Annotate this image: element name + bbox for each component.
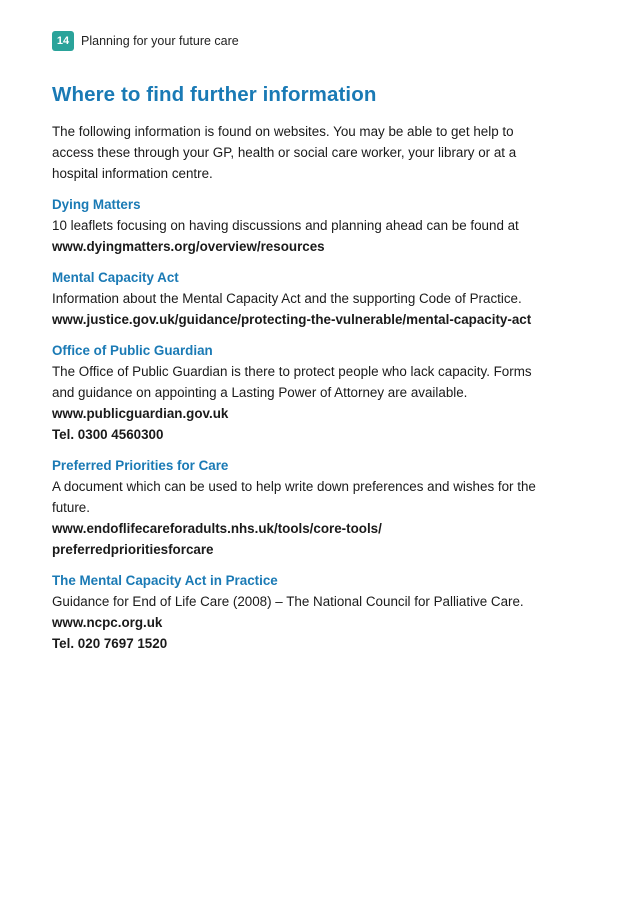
running-header-title: Planning for your future care	[81, 34, 239, 48]
resource-link[interactable]: www.dyingmatters.org/overview/resources	[52, 239, 325, 254]
resource-entry-office-of-public-guardian	[52, 340, 542, 445]
resource-description: Information about the Mental Capacity Act and the supporting Code of Practice.	[52, 291, 522, 306]
resource-description-text: 10 leaflets focusing on having discussions and planning ahead can be found at	[52, 218, 519, 233]
resource-link[interactable]: www.justice.gov.uk/guidance/protecting-the-vulnerable/mental-capacity-act	[52, 312, 532, 327]
resource-entry-preferred-priorities	[52, 455, 542, 560]
resource-title: Dying Matters	[52, 197, 141, 212]
resource-link[interactable]: www.endoflifecareforadults.nhs.uk/tools/core-tools/ preferredprioritiesforcare	[52, 521, 382, 557]
resource-link[interactable]: www.publicguardian.gov.uk	[52, 406, 229, 421]
resource-description: A document which can be used to help write down preferences and wishes for the future.	[52, 479, 536, 515]
resource-title: Preferred Priorities for Care	[52, 458, 229, 473]
page-number-badge: 14	[52, 31, 74, 51]
resource-telephone: Tel. 0300 4560300	[52, 427, 164, 442]
resource-entry-mca-in-practice	[52, 570, 542, 654]
page-header	[52, 31, 239, 51]
resource-description	[52, 215, 542, 257]
page-heading: Where to find further information	[52, 83, 377, 106]
resource-description: Guidance for End of Life Care (2008) – The National Council for Palliative Care.	[52, 594, 524, 609]
resource-title: Office of Public Guardian	[52, 343, 213, 358]
intro-paragraph: The following information is found on websites. You may be able to get help to access these through your GP, health or social care worker, your library or at a hospital information centre.	[52, 124, 517, 181]
resource-title: Mental Capacity Act	[52, 270, 179, 285]
resource-link[interactable]: www.ncpc.org.uk	[52, 615, 163, 630]
resource-entry-mental-capacity-act	[52, 267, 542, 330]
content-body	[52, 121, 542, 654]
resource-title: The Mental Capacity Act in Practice	[52, 573, 278, 588]
resource-telephone: Tel. 020 7697 1520	[52, 636, 168, 651]
resource-entry-dying-matters	[52, 194, 542, 257]
resource-description: The Office of Public Guardian is there to protect people who lack capacity. Forms and guidance on appointing a Lasting Power of Attorney are available.	[52, 364, 532, 400]
